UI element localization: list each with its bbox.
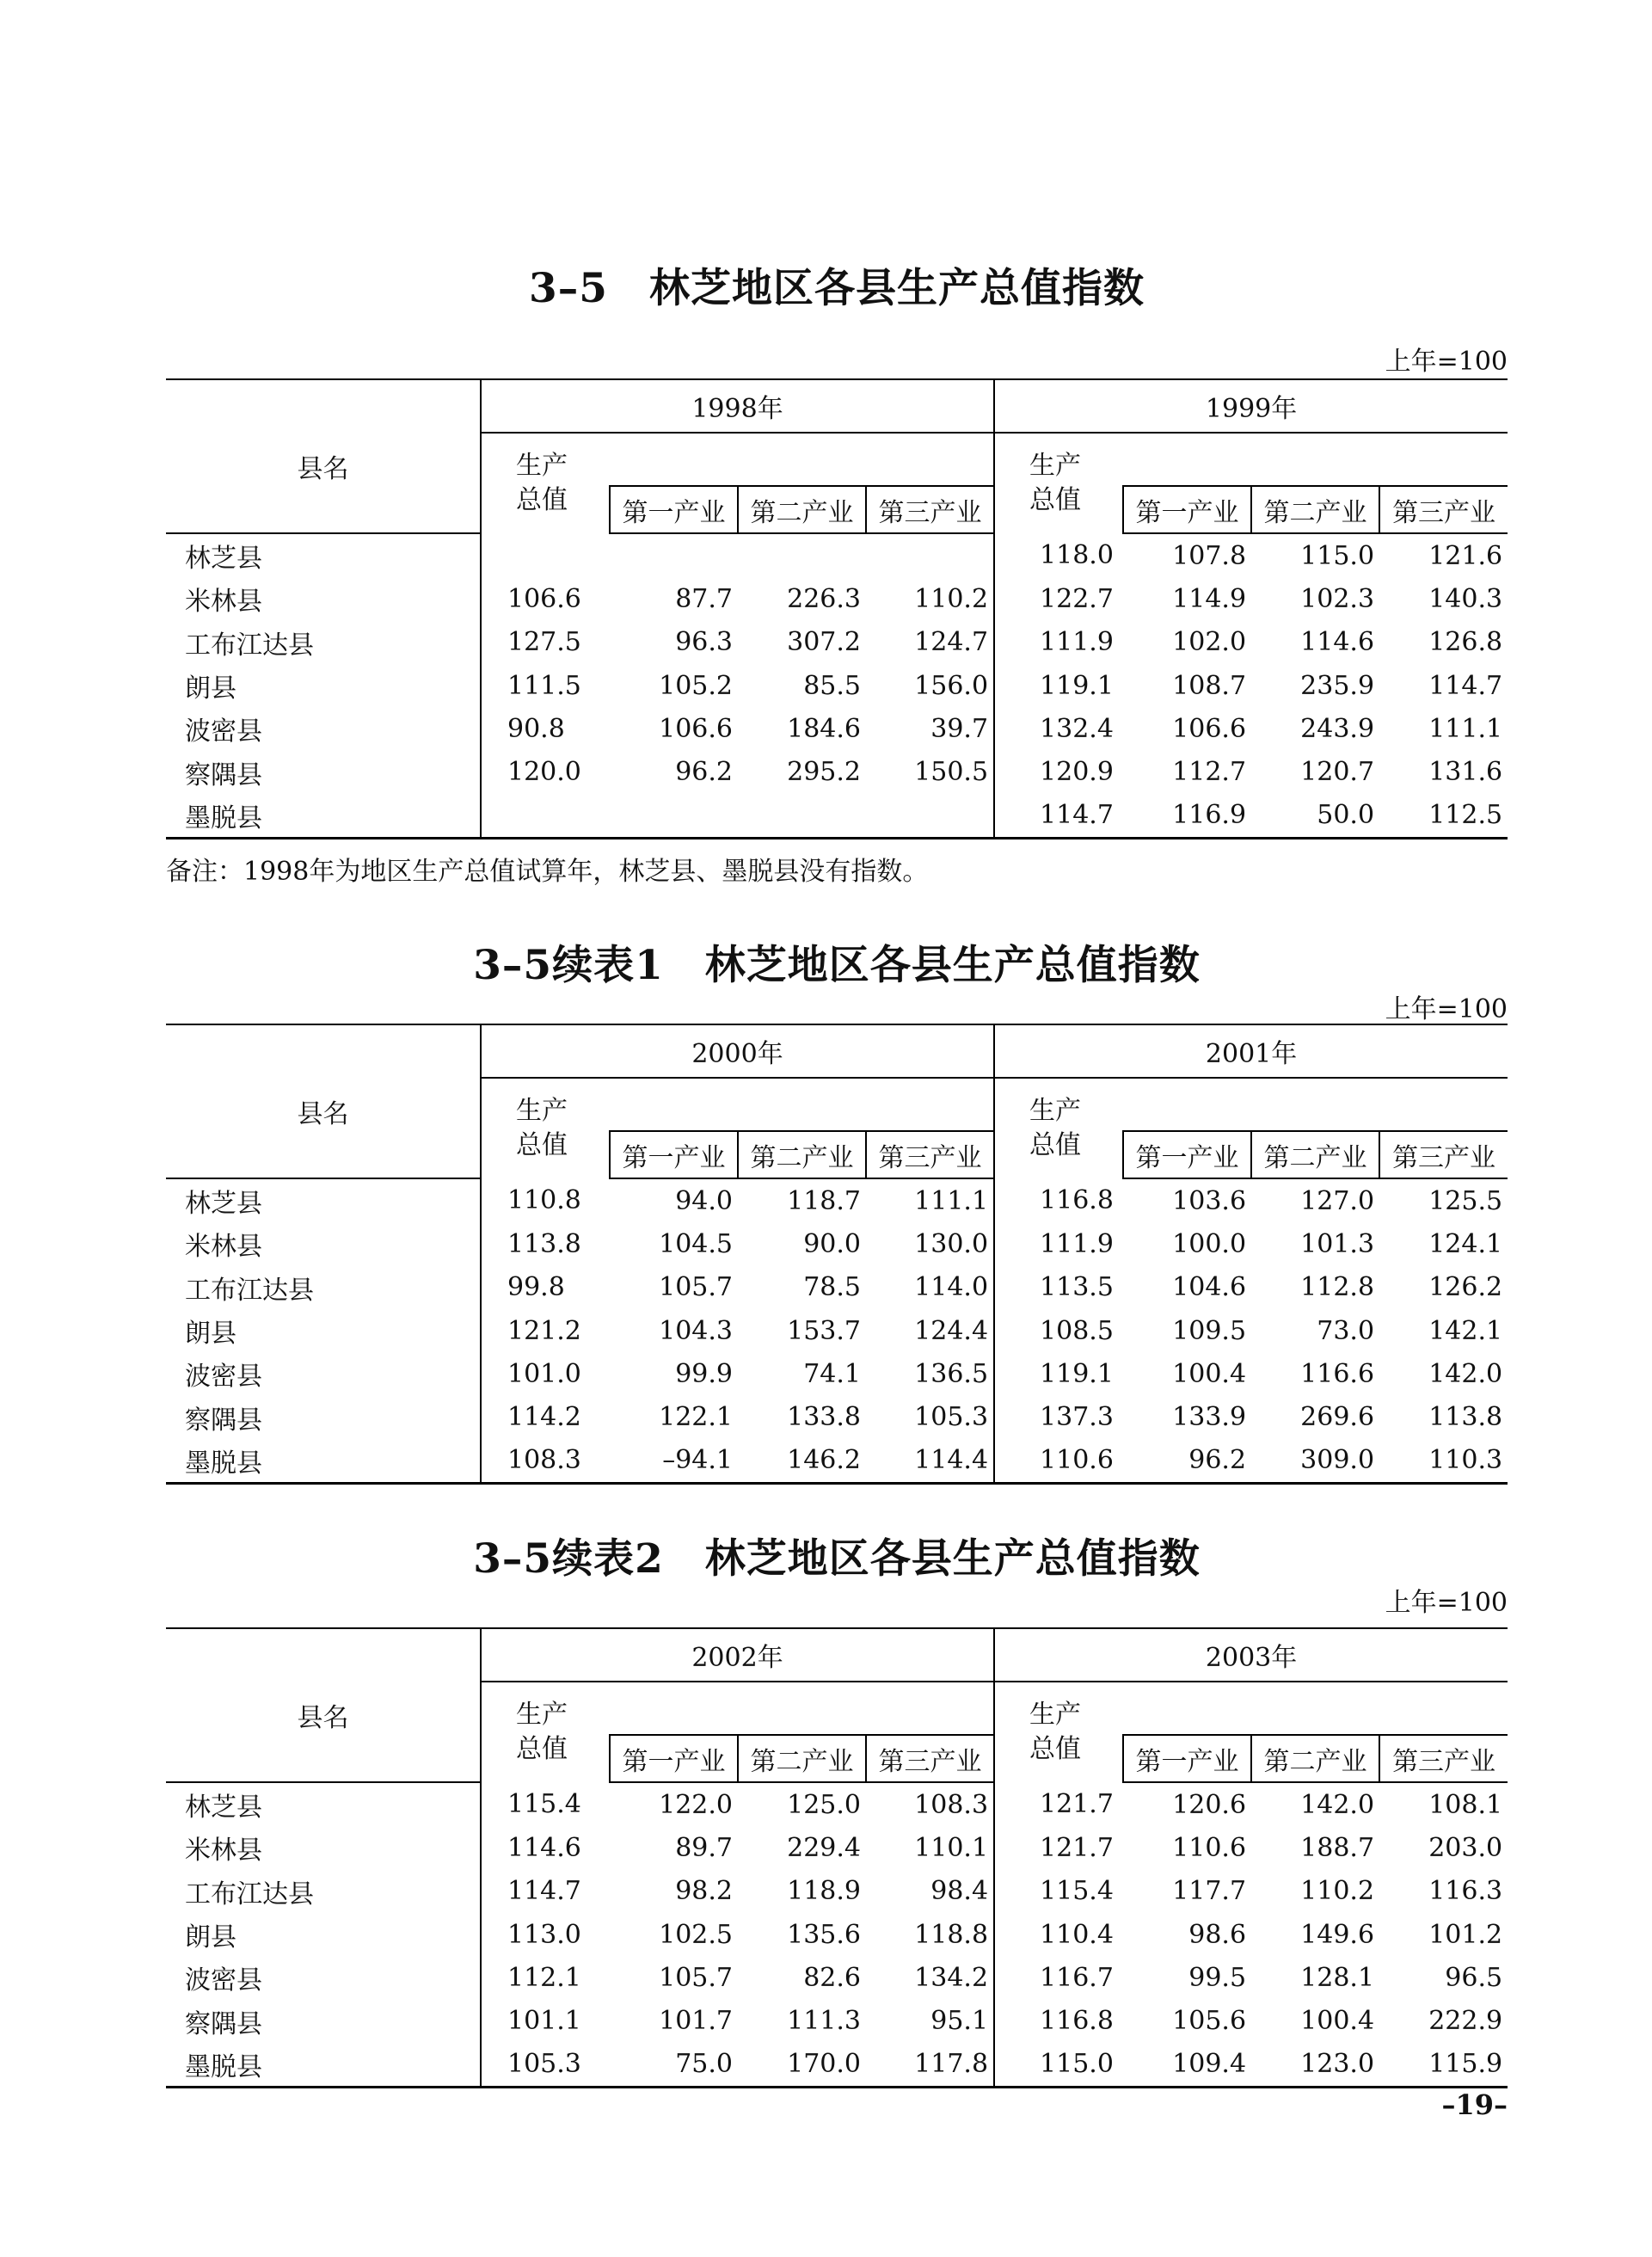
index-value: 119.1 [994,1352,1123,1395]
index-value: 113.8 [1428,1402,1503,1433]
index-value: 96.3 [675,627,733,658]
index-value: 101.1 [507,2006,581,2037]
index-value: 118.8 [914,1919,989,1950]
sector-header: 第二产业 [1251,1131,1379,1178]
table-row [166,664,1508,707]
index-value: 115.4 [994,1870,1123,1913]
year-header: 2003年 [994,1628,1508,1682]
county-name: 朗县 [166,1913,481,1956]
index-value: 120.0 [507,757,581,788]
sector-header: 第三产业 [866,486,994,533]
index-value: 104.3 [659,1315,733,1346]
index-value: 203.0 [1428,1832,1503,1863]
index-value: 89.7 [675,1832,733,1863]
unit-label: 上年=100 [1385,1588,1508,1618]
index-value: 114.7 [507,1876,581,1907]
table-section-1 [166,249,1508,903]
index-value: 121.6 [1428,540,1503,571]
index-value [481,533,610,577]
table-row [166,533,1508,577]
index-value: 105.3 [481,2043,610,2088]
table-row [166,1913,1508,1956]
index-value: 131.6 [1428,757,1503,788]
sector-header: 第一产业 [1123,1131,1251,1178]
index-value: 136.5 [914,1358,989,1389]
index-value: 132.4 [994,707,1123,750]
county-name: 米林县 [166,1826,481,1869]
index-value: 137.3 [994,1395,1123,1438]
index-value: 295.2 [787,757,861,788]
index-value: 120.6 [1172,1789,1247,1820]
year-header: 1998年 [481,379,994,433]
county-name: 林芝县 [166,1782,481,1826]
index-value: 107.8 [1172,540,1247,571]
index-value: 102.0 [1172,627,1247,658]
index-value: 156.0 [914,670,989,701]
index-value: 111.3 [787,2006,861,2037]
gdp-total-header: 生产 总值 [516,1096,568,1160]
index-value: 235.9 [1300,670,1375,701]
unit-label: 上年=100 [1385,994,1508,1024]
index-value: 133.9 [1172,1402,1247,1433]
county-name: 朗县 [166,1309,481,1352]
index-value: 118.0 [994,533,1123,577]
index-value: 114.4 [866,1439,994,1484]
table-row [166,1222,1508,1265]
index-value: 126.8 [1428,627,1503,658]
index-value: 105.7 [659,1962,733,1993]
index-value: 114.7 [1428,670,1503,701]
index-value: 110.3 [1379,1439,1508,1484]
index-value: 95.1 [930,2006,989,2037]
sector-header: 第三产业 [1379,1735,1508,1782]
index-value: 98.6 [1188,1919,1247,1950]
index-value: 108.3 [914,1789,989,1820]
index-value: 222.9 [1428,2006,1503,2037]
index-value: 110.1 [914,1832,989,1863]
index-value: 149.6 [1300,1919,1375,1950]
sector-header: 第二产业 [738,486,866,533]
index-value [866,794,994,839]
index-value: 124.4 [914,1315,989,1346]
index-value: 226.3 [787,583,861,614]
index-value: 111.5 [507,670,581,701]
index-value: 75.0 [610,2043,738,2088]
index-value: 116.8 [994,1178,1123,1222]
index-value: 116.3 [1428,1876,1503,1907]
index-value: 39.7 [930,713,989,744]
index-value: 108.7 [1172,670,1247,701]
index-value: 114.2 [507,1402,581,1433]
index-value: 116.9 [1123,794,1251,839]
county-name: 工布江达县 [166,1870,481,1913]
sector-header: 第二产业 [738,1735,866,1782]
county-name: 墨脱县 [166,794,481,839]
index-value: 102.3 [1300,583,1375,614]
index-value: 96.5 [1445,1962,1503,1993]
county-name: 墨脱县 [166,1439,481,1484]
table-title: 3–5 林芝地区各县生产总值指数 [529,265,1145,312]
index-value: 114.9 [1172,583,1247,614]
table-row [166,1309,1508,1352]
index-value: 98.4 [930,1876,989,1907]
county-name: 察隅县 [166,1999,481,2042]
data-table [166,1024,1508,1485]
index-value: 121.7 [994,1782,1123,1826]
table-row [166,1956,1508,1999]
index-value: 112.7 [1172,757,1247,788]
index-value: 309.0 [1251,1439,1379,1484]
index-value: 142.0 [1428,1358,1503,1389]
sector-header: 第三产业 [1379,486,1508,533]
index-value: 146.2 [738,1439,866,1484]
index-value: 105.3 [914,1402,989,1433]
index-value: 113.5 [994,1266,1123,1309]
county-name: 工布江达县 [166,1266,481,1309]
county-name: 朗县 [166,664,481,707]
index-value: 109.5 [1172,1315,1247,1346]
county-name: 察隅县 [166,1395,481,1438]
sector-header: 第一产业 [1123,1735,1251,1782]
index-value: 124.1 [1428,1228,1503,1259]
county-name: 波密县 [166,707,481,750]
index-value: 94.0 [675,1185,733,1216]
index-value: 111.9 [994,621,1123,664]
index-value: 153.7 [787,1315,861,1346]
index-value: 96.2 [675,757,733,788]
index-value: 120.9 [994,750,1123,793]
index-value: 98.2 [675,1876,733,1907]
index-value: 105.6 [1172,2006,1247,2037]
index-value: 101.0 [507,1358,581,1389]
index-value: 102.5 [659,1919,733,1950]
table-row [166,577,1508,620]
table-row [166,707,1508,750]
index-value: 116.7 [994,1956,1123,1999]
page-number: –19– [1441,2088,1508,2121]
index-value: 99.9 [675,1358,733,1389]
index-value: 115.0 [994,2043,1123,2088]
sector-header: 第三产业 [1379,1131,1508,1178]
index-value: 269.6 [1300,1402,1375,1433]
index-value: 119.1 [994,664,1123,707]
index-value: 127.5 [507,627,581,658]
gdp-total-header: 生产 总值 [994,1682,1123,1782]
index-value: 117.7 [1172,1876,1247,1907]
table-title: 3–5续表2 林芝地区各县生产总值指数 [473,1535,1201,1583]
index-value: 82.6 [803,1962,861,1993]
sector-header: 第三产业 [866,1735,994,1782]
index-value: 106.6 [507,583,581,614]
index-value: 110.2 [1300,1876,1375,1907]
index-value: 50.0 [1251,794,1379,839]
index-value: 134.2 [914,1962,989,1993]
gdp-total-header: 生产 总值 [994,433,1123,533]
gdp-total-header: 生产 总值 [994,1078,1123,1178]
index-value: 110.6 [994,1439,1123,1484]
index-value: 126.2 [1428,1272,1503,1303]
index-value: 130.0 [914,1228,989,1259]
index-value: 74.1 [803,1358,861,1389]
index-value: 111.1 [914,1185,989,1216]
index-value: 112.5 [1379,794,1508,839]
index-value: 133.8 [787,1402,861,1433]
index-value: 122.1 [659,1402,733,1433]
index-value: 104.5 [659,1228,733,1259]
index-value: 112.8 [1300,1272,1375,1303]
index-value: 124.7 [914,627,989,658]
index-value: 135.6 [787,1919,861,1950]
table-row [166,1826,1508,1869]
table-row [166,1178,1508,1222]
sector-header: 第二产业 [738,1131,866,1178]
table-section-3 [166,1527,1508,2094]
index-value: 150.5 [914,757,989,788]
table-section-2 [166,933,1508,1501]
index-value: 99.5 [1188,1962,1247,1993]
county-name: 米林县 [166,1222,481,1265]
index-value: 105.2 [659,670,733,701]
index-value: 114.7 [994,794,1123,839]
sector-header: 第一产业 [1123,486,1251,533]
county-name: 工布江达县 [166,621,481,664]
index-value: 100.4 [1172,1358,1247,1389]
table-row [166,750,1508,793]
table-row [166,1395,1508,1438]
index-value [610,533,738,577]
sector-header: 第一产业 [610,486,738,533]
index-value: 100.0 [1172,1228,1247,1259]
index-value: 110.8 [507,1185,581,1216]
index-value [481,794,610,839]
index-value [866,533,994,577]
table-row [166,1999,1508,2042]
index-value: 115.9 [1379,2043,1508,2088]
county-name-header: 县名 [166,379,481,533]
index-value: 140.3 [1428,583,1503,614]
table-row [166,1352,1508,1395]
index-value: 110.2 [914,583,989,614]
index-value: 117.8 [866,2043,994,2088]
year-header: 2000年 [481,1024,994,1078]
index-value: 184.6 [787,713,861,744]
index-value: 116.8 [994,1999,1123,2042]
index-value: 100.4 [1300,2006,1375,2037]
year-header: 2001年 [994,1024,1508,1078]
unit-label: 上年=100 [1385,347,1508,377]
year-header: 1999年 [994,379,1508,433]
table-row [166,2043,1508,2088]
county-name: 波密县 [166,1352,481,1395]
sector-header: 第三产业 [866,1131,994,1178]
index-value: 101.2 [1428,1919,1503,1950]
index-value: 307.2 [787,627,861,658]
index-value: 111.1 [1428,713,1503,744]
table-row [166,621,1508,664]
table-row [166,1782,1508,1826]
index-value: 108.3 [481,1439,610,1484]
index-value: 96.2 [1123,1439,1251,1484]
index-value: 113.0 [507,1919,581,1950]
index-value: 78.5 [803,1272,861,1303]
index-value: 73.0 [1317,1315,1375,1346]
gdp-total-header: 生产 总值 [516,1700,568,1764]
sector-header: 第二产业 [1251,1735,1379,1782]
year-header: 2002年 [481,1628,994,1682]
index-value: 106.6 [659,713,733,744]
index-value: 114.6 [507,1832,581,1863]
county-name: 墨脱县 [166,2043,481,2088]
index-value: 122.0 [659,1789,733,1820]
index-value: 121.7 [994,1826,1123,1869]
index-value: 87.7 [675,583,733,614]
index-value: 243.9 [1300,713,1375,744]
index-value: 90.0 [803,1228,861,1259]
index-value: 101.3 [1300,1228,1375,1259]
data-table [166,1627,1508,2088]
index-value: 113.8 [507,1228,581,1259]
table-title: 3–5续表1 林芝地区各县生产总值指数 [473,942,1201,989]
index-value: 122.7 [994,577,1123,620]
index-value: 120.7 [1300,757,1375,788]
index-value: 112.1 [507,1962,581,1993]
index-value: 114.6 [1300,627,1375,658]
county-name: 林芝县 [166,1178,481,1222]
index-value: 118.7 [787,1185,861,1216]
index-value: 108.1 [1428,1789,1503,1820]
data-table [166,378,1508,839]
gdp-total-header: 生产 总值 [516,451,568,515]
county-name-header: 县名 [166,1024,481,1178]
table-row [166,1439,1508,1484]
index-value [610,794,738,839]
index-value: 110.4 [994,1913,1123,1956]
index-value: 125.5 [1428,1185,1503,1216]
index-value: 116.6 [1300,1358,1375,1389]
county-name: 波密县 [166,1956,481,1999]
index-value: 110.6 [1172,1832,1247,1863]
index-value: 105.7 [659,1272,733,1303]
index-value [738,794,866,839]
index-value: 115.4 [507,1789,581,1820]
index-value: 115.0 [1300,540,1375,571]
index-value: 125.0 [787,1789,861,1820]
index-value: 104.6 [1172,1272,1247,1303]
index-value: 90.8 [507,713,565,744]
index-value: 111.9 [994,1222,1123,1265]
index-value: 121.2 [507,1315,581,1346]
index-value: 101.7 [659,2006,733,2037]
index-value: 106.6 [1172,713,1247,744]
table-row [166,1266,1508,1309]
index-value [738,533,866,577]
index-value: 109.4 [1123,2043,1251,2088]
sector-header: 第一产业 [610,1131,738,1178]
index-value: 123.0 [1251,2043,1379,2088]
table-row [166,794,1508,839]
index-value: 142.1 [1428,1315,1503,1346]
county-name: 林芝县 [166,533,481,577]
index-value: 99.8 [507,1272,565,1303]
county-name: 米林县 [166,577,481,620]
index-value: 118.9 [787,1876,861,1907]
table-note: 备注：1998年为地区生产总值试算年，林芝县、墨脱县没有指数。 [166,857,929,887]
index-value: 229.4 [787,1832,861,1863]
index-value: 114.0 [914,1272,989,1303]
index-value: 85.5 [803,670,861,701]
county-name-header: 县名 [166,1628,481,1782]
county-name: 察隅县 [166,750,481,793]
index-value: 128.1 [1300,1962,1375,1993]
table-row [166,1870,1508,1913]
index-value: 108.5 [994,1309,1123,1352]
sector-header: 第一产业 [610,1735,738,1782]
index-value: 170.0 [738,2043,866,2088]
index-value: 188.7 [1300,1832,1375,1863]
index-value: –94.1 [610,1439,738,1484]
index-value: 103.6 [1172,1185,1247,1216]
index-value: 127.0 [1300,1185,1375,1216]
sector-header: 第二产业 [1251,486,1379,533]
index-value: 142.0 [1300,1789,1375,1820]
